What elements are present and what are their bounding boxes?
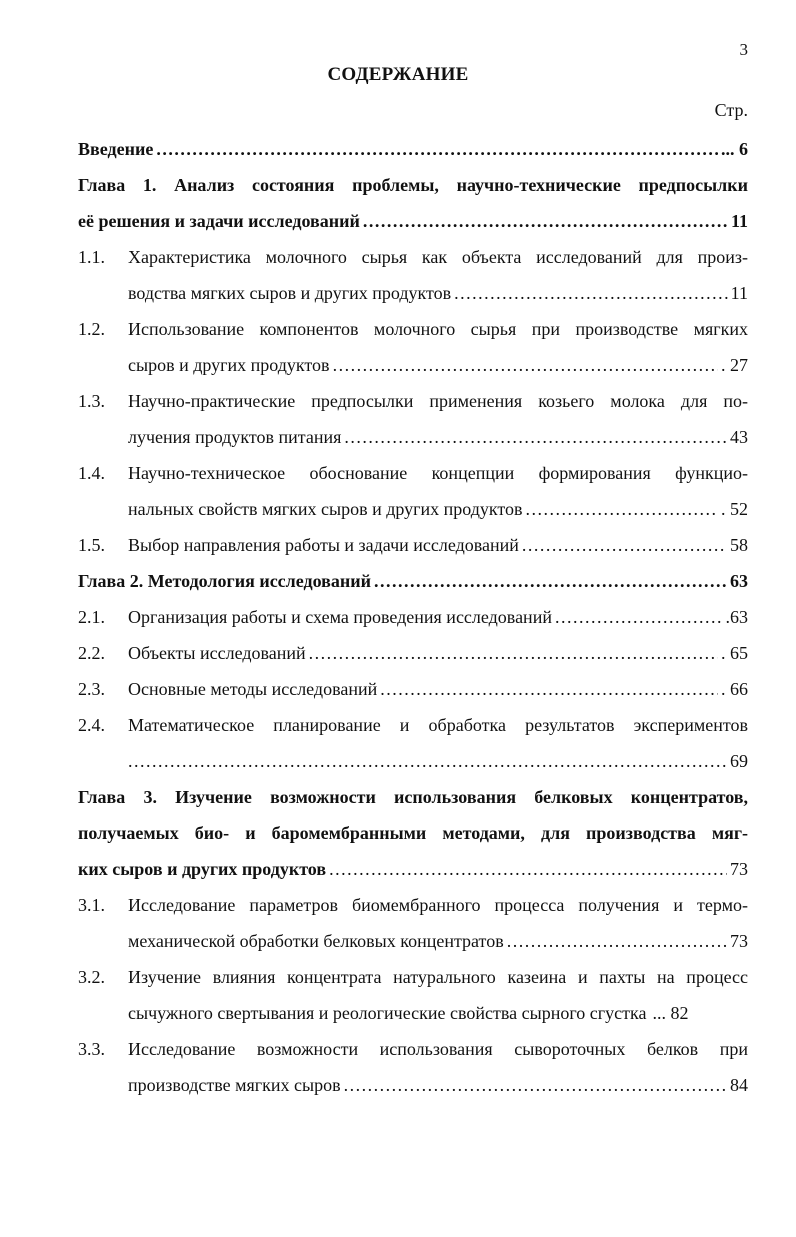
toc-entry-3-2-cont[interactable]: сычужного свертывания и реологические свойства сырного сгустка ... 82 [128,1003,689,1023]
section-number: 1.2. [78,319,105,339]
toc-entry-ch3-line1[interactable]: Глава 3. Изучение возможности использования белковых концентратов, [78,787,748,807]
toc-entry-ch3-line2[interactable]: получаемых био- и баромембранными методами, для производства мяг- [78,823,748,843]
section-number: 1.1. [78,247,105,267]
section-number: 2.2. [78,643,105,663]
toc-entry-ch1-line2[interactable]: её решения и задачи исследований ..... 11 [78,203,748,239]
toc-entry-intro[interactable]: Введение ..... ... 6 [78,131,748,167]
section-number: 3.2. [78,967,105,987]
section-number: 1.3. [78,391,105,411]
page-title: СОДЕРЖАНИЕ [327,64,469,85]
toc-entry-2-4-cont[interactable]: ..... 69 [78,743,748,779]
toc-entry-2-3[interactable]: 2.3. Основные методы исследований ..... . 66 [78,671,748,707]
section-number: 2.4. [78,715,105,735]
toc-entry-1-1[interactable]: 1.1. Характеристика молочного сырья как объекта исследований для произ- [78,239,748,275]
toc-entry-2-4[interactable]: 2.4. Математическое планирование и обработка результатов экспериментов [78,707,748,743]
table-of-contents [78,131,748,1103]
toc-entry-1-2-cont[interactable]: сыров и других продуктов ..... . 27 [78,347,748,383]
toc-entry-3-1[interactable]: 3.1. Исследование параметров биомембранного процесса получения и термо- [78,887,748,923]
toc-entry-ch3-line3[interactable]: ких сыров и других продуктов ..... 73 [78,851,748,887]
section-number: 2.1. [78,607,105,627]
toc-entry-1-1-cont[interactable]: водства мягких сыров и других продуктов ..... 11 [78,275,748,311]
section-number: 1.4. [78,463,105,483]
toc-entry-1-5[interactable]: 1.5. Выбор направления работы и задачи исследований ..... 58 [78,527,748,563]
toc-entry-3-1-cont[interactable]: механической обработки белковых концентратов ..... 73 [78,923,748,959]
page-column-label: Стр. [714,100,748,120]
section-number: 3.3. [78,1039,105,1059]
toc-entry-ch2[interactable]: Глава 2. Методология исследований ..... 63 [78,563,748,599]
toc-entry-1-4-cont[interactable]: нальных свойств мягких сыров и других продуктов ..... . 52 [78,491,748,527]
toc-entry-2-2[interactable]: 2.2. Объекты исследований ..... . 65 [78,635,748,671]
toc-entry-3-2[interactable]: 3.2. Изучение влияния концентрата натурального казеина и пахты на процесс [78,959,748,995]
section-number: 3.1. [78,895,105,915]
toc-entry-1-2[interactable]: 1.2. Использование компонентов молочного сырья при производстве мягких [78,311,748,347]
toc-entry-2-1[interactable]: 2.1. Организация работы и схема проведения исследований ..... .63 [78,599,748,635]
toc-entry-1-4[interactable]: 1.4. Научно-техническое обоснование концепции формирования функцио- [78,455,748,491]
toc-entry-3-3-cont[interactable]: производстве мягких сыров ..... 84 [78,1067,748,1103]
section-number: 2.3. [78,679,105,699]
section-number: 1.5. [78,535,105,555]
toc-entry-1-3[interactable]: 1.3. Научно-практические предпосылки применения козьего молока для по- [78,383,748,419]
toc-entry-3-3[interactable]: 3.3. Исследование возможности использования сывороточных белков при [78,1031,748,1067]
toc-entry-1-3-cont[interactable]: лучения продуктов питания ..... 43 [78,419,748,455]
page-number: 3 [739,40,748,59]
toc-entry-ch1-line1[interactable]: Глава 1. Анализ состояния проблемы, научно-технические предпосылки [78,175,748,195]
